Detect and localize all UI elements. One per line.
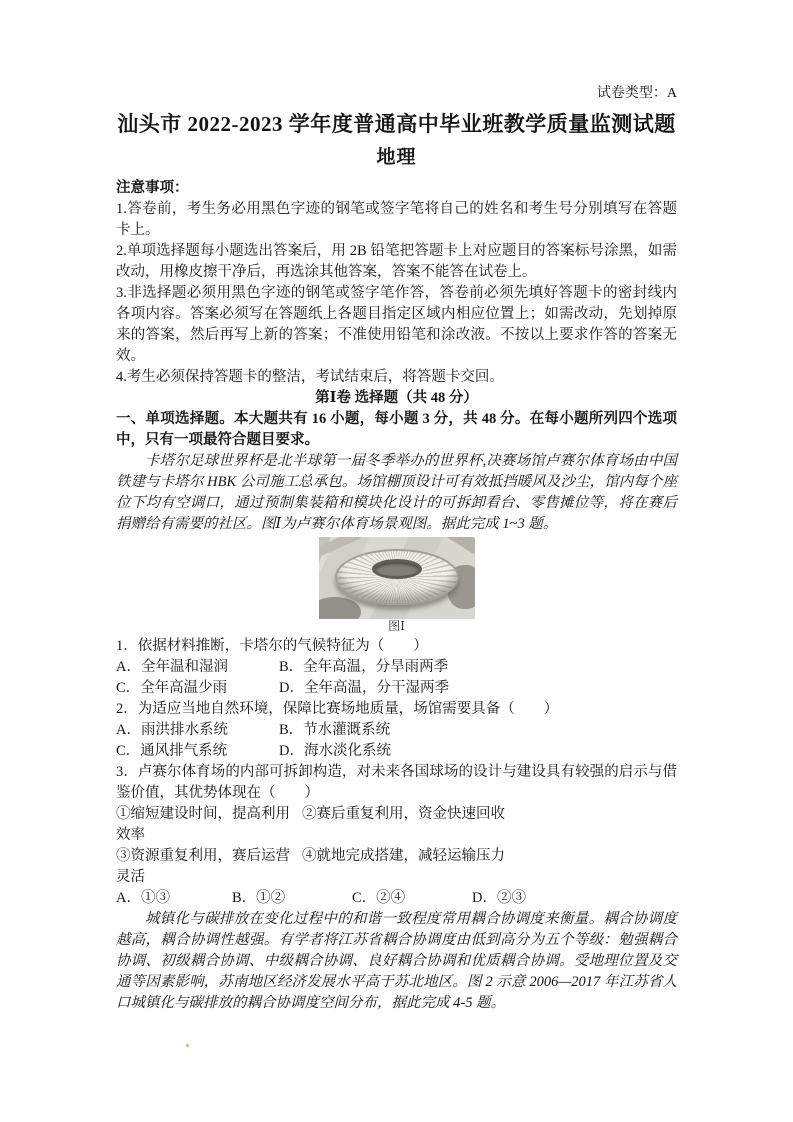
choice-item: A．①③	[116, 890, 170, 906]
option-item: B．全年高温，分旱雨两季	[279, 659, 449, 675]
option-item: C．全年高温少雨	[116, 680, 228, 696]
stadium-figure	[116, 537, 677, 634]
question-1-stem: 1．依据材料推断，卡塔尔的气候特征为（ ）	[116, 638, 428, 654]
statement-item: ①缩短建设时间，提高利用效率	[116, 806, 290, 843]
section-heading: 第Ⅰ卷 选择题（共 48 分）	[315, 390, 478, 406]
figure-caption: 图Ⅰ	[388, 619, 405, 633]
question-1	[116, 636, 677, 699]
subject-title: 地理	[376, 147, 417, 168]
statement-item: ②赛后重复利用，资金快速回收	[302, 806, 505, 822]
notice-item-3: 3.非选择题必须用黑色字迹的钢笔或签字笔作答，答卷前必须先填好答题卡的密封线内各项内容。答案必须写在答题纸上各题目指定区域内相应位置上；如需改动，先划掉原来的答案，然后再写上新的答案；不准使用铅笔和涂改液。不按以上要求作答的答案无效。	[116, 285, 677, 364]
question-3-choices	[116, 888, 677, 909]
statement-item: ④就地完成搭建，减轻运输压力	[302, 848, 505, 864]
page-content	[116, 0, 677, 1014]
vegetation-patch-left	[319, 597, 361, 619]
choice-item: C．②④	[352, 890, 406, 906]
exam-title: 汕头市 2022-2023 学年度普通高中毕业班教学质量监测试题	[117, 112, 676, 136]
section-instruction: 一、单项选择题。本大题共有 16 小题，每小题 3 分，共 48 分。在每小题所列四个选项中，只有一项最符合题目要求。	[116, 411, 677, 448]
question-3-statements	[116, 804, 677, 888]
choice-item: D．②③	[472, 890, 526, 906]
option-item: A．雨洪排水系统	[116, 722, 228, 738]
stray-ink-dot	[186, 1044, 189, 1047]
notice-item-4: 4.考生必须保持答题卡的整洁，考试结束后，将答题卡交回。	[116, 369, 504, 385]
option-item: B．节水灌溉系统	[279, 722, 391, 738]
stadium-roof-opening	[372, 559, 422, 579]
notice-item-1: 1.答卷前，考生务必用黑色字迹的钢笔或签字笔将自己的姓名和考生号分别填写在答题卡上。	[116, 201, 677, 238]
question-2-options	[116, 720, 677, 762]
question-2	[116, 699, 677, 762]
passage-jiangsu-coupling: 城镇化与碳排放在变化过程中的和谐一致程度常用耦合协调度来衡量。耦合协调度越高，耦合协调性越强。有学者将江苏省耦合协调度由低到高分为五个等级：勉强耦合协调、初级耦合协调、中级耦合协调、良好耦合协调和优质耦合协调。受地理位置及交通等因素影响，苏南地区经济发展水平高于苏北地区。图 2 示意 2006—2017 年江苏省人口城镇化与碳排放的耦合协调度空间分布，据此完成 4-5 题。	[116, 911, 677, 1011]
option-item: C．通风排气系统	[116, 743, 228, 759]
option-item: A．全年温和湿润	[116, 659, 228, 675]
notice-item-2: 2.单项选择题每小题选出答案后，用 2B 铅笔把答题卡上对应题目的答案标号涂黑，如需改动，用橡皮擦干净后，再选涂其他答案，答案不能答在试卷上。	[116, 243, 677, 280]
question-1-options	[116, 657, 677, 699]
question-2-stem: 2．为适应当地自然环境，保障比赛场地质量，场馆需要具备（ ）	[116, 701, 559, 717]
option-item: D．全年高温，分干湿两季	[279, 680, 449, 696]
question-3-stem: 3．卢赛尔体育场的内部可拆卸构造，对未来各国球场的设计与建设具有较强的启示与借鉴价值，其优势体现在（ ）	[116, 764, 677, 801]
question-3	[116, 762, 677, 909]
paper-type-label: 试卷类型：A	[596, 86, 677, 101]
notices-heading: 注意事项：	[116, 180, 189, 196]
option-item: D．海水淡化系统	[279, 743, 391, 759]
passage-qatar-worldcup: 卡塔尔足球世界杯是北半球第一届冬季举办的世界杯,决赛场馆卢赛尔体育场由中国铁建与卡塔尔 HBK 公司施工总承包。场馆棚顶设计可有效抵挡暖风及沙尘，馆内每个座位下均有空调口，通过预制集装箱和模块化设计的可拆卸看台、零售摊位等，将在赛后捐赠给有需要的社区。图Ⅰ为卢赛尔体育场景观图。据此完成 1~3 题。	[116, 453, 677, 532]
road-stripe-right	[434, 537, 474, 554]
choice-item: B．①②	[232, 890, 286, 906]
statement-item: ③资源重复利用，赛后运营灵活	[116, 848, 290, 885]
lusail-stadium-photo	[319, 537, 475, 619]
